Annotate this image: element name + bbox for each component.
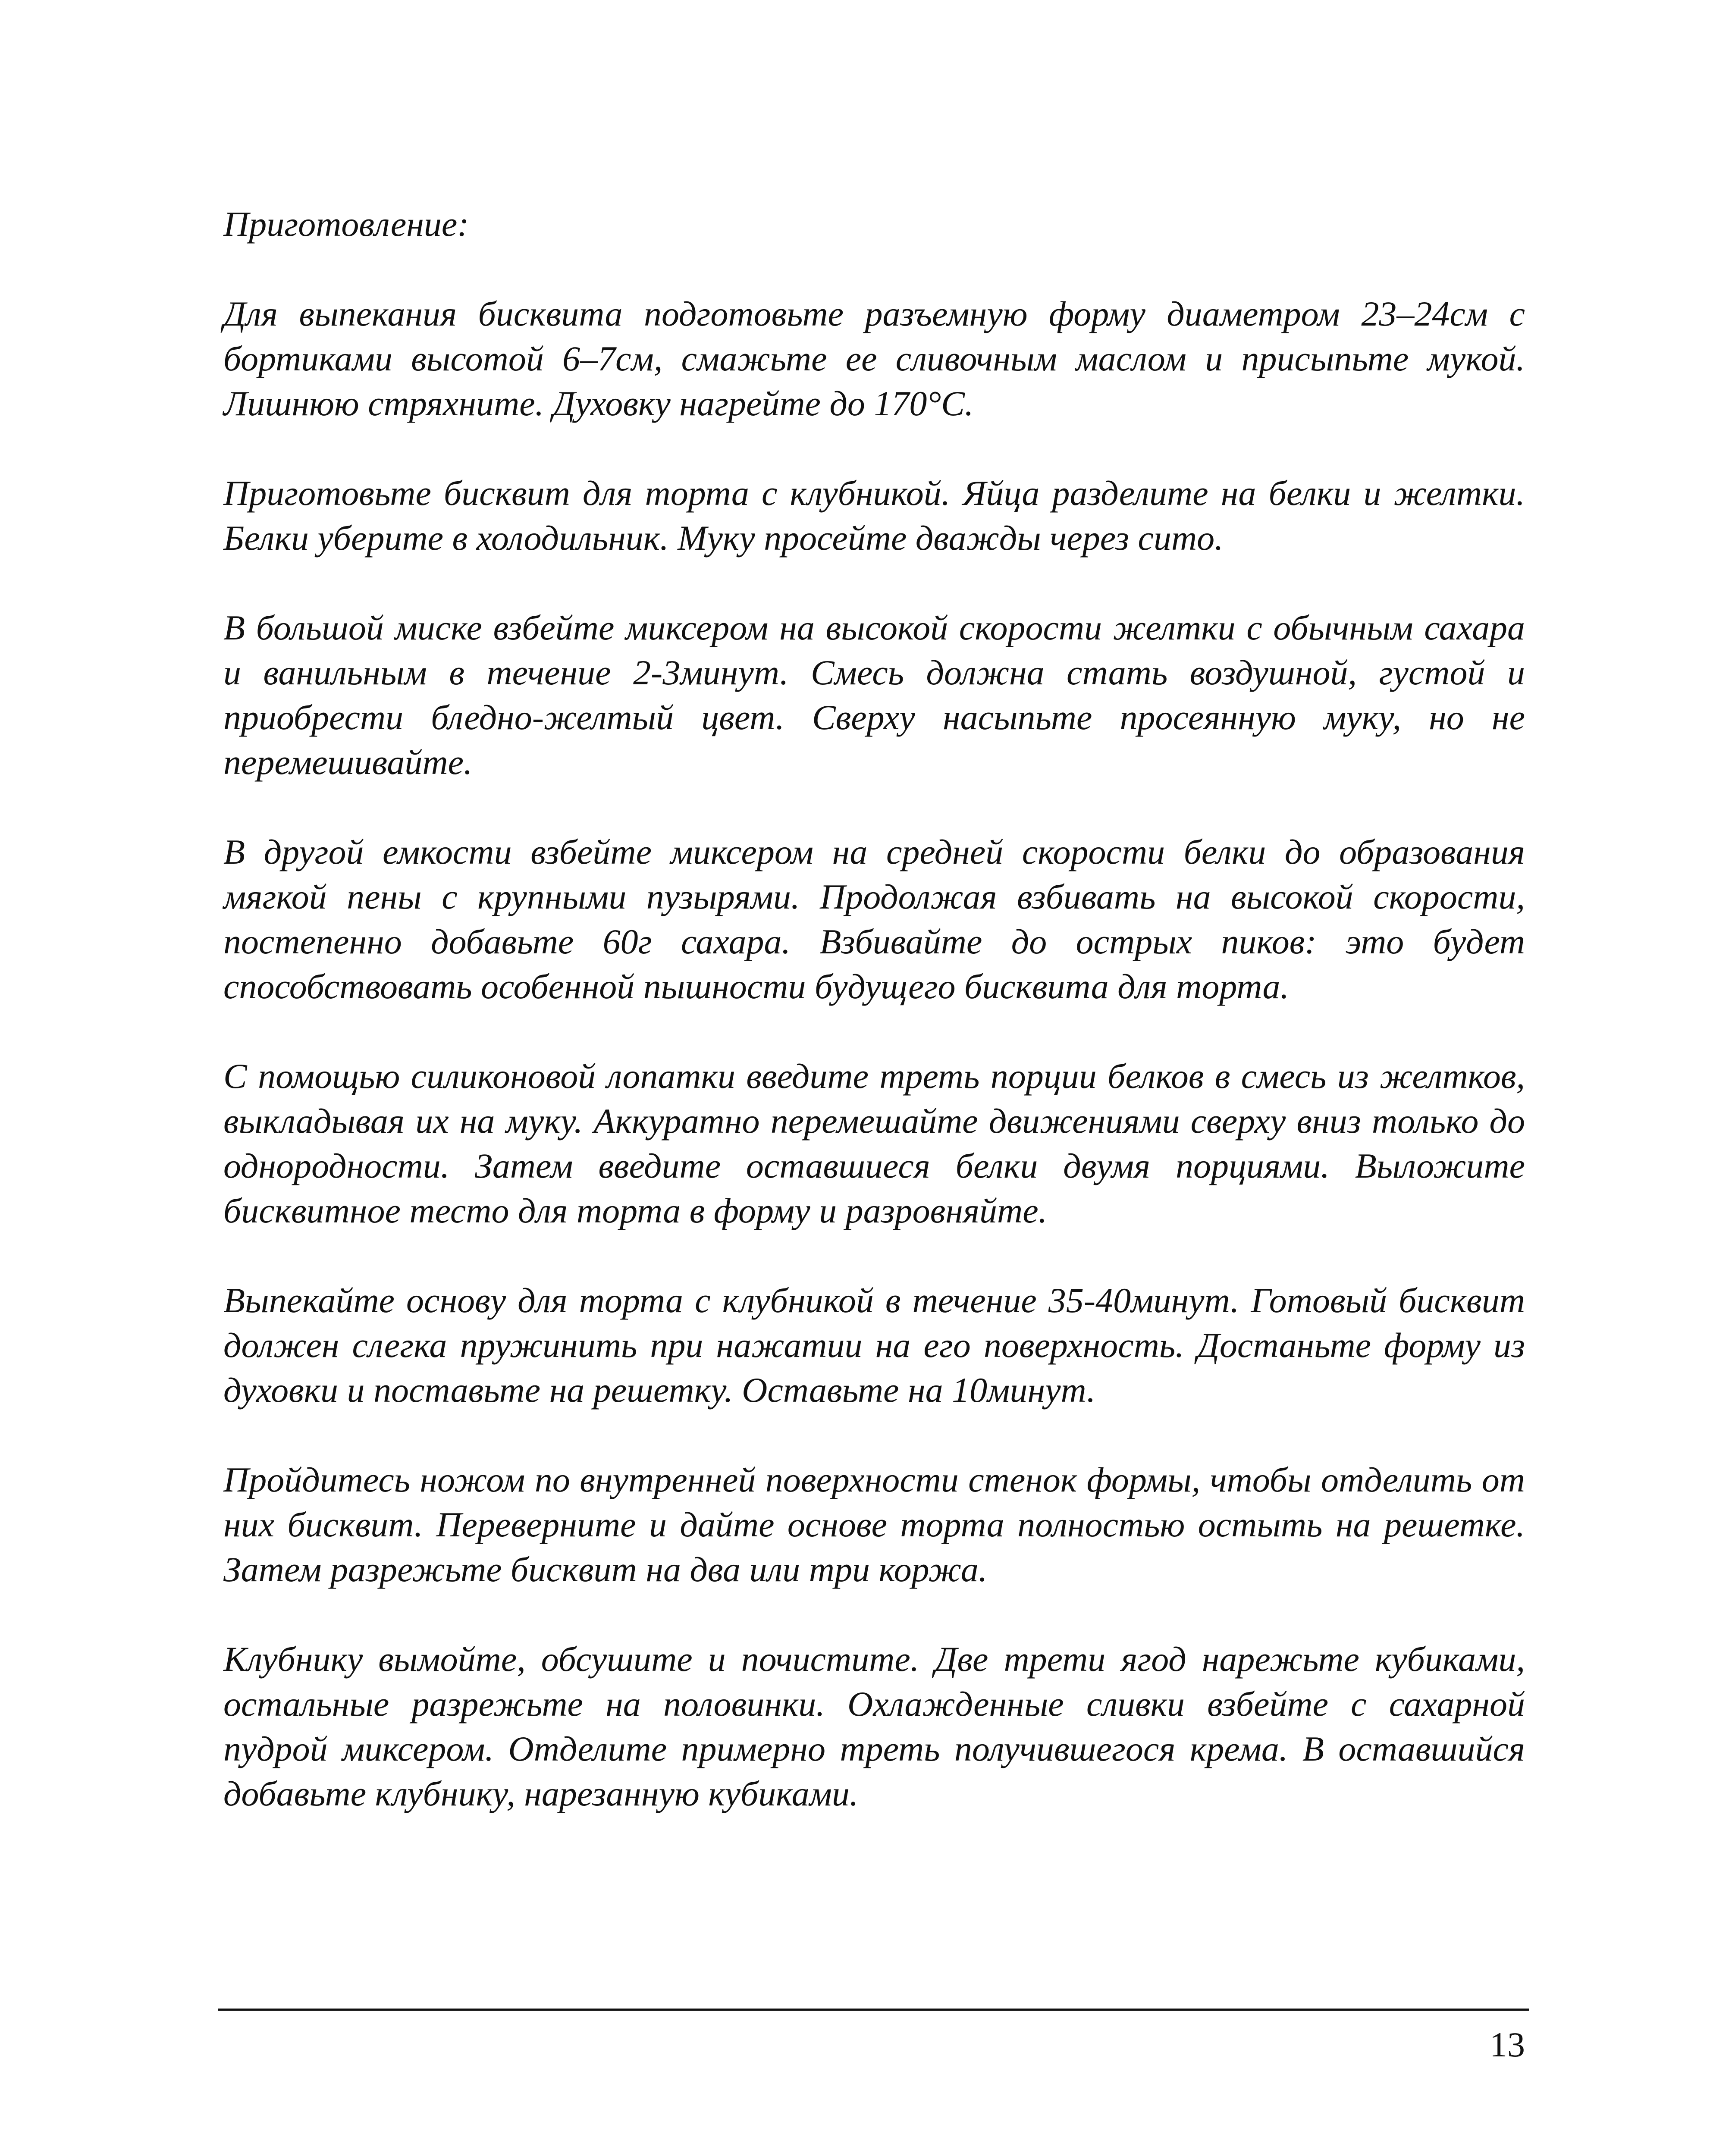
footer-divider [218, 2009, 1529, 2011]
paragraph-8: Клубнику вымойте, обсушите и почистите. Две трети ягод нарежьте кубиками, остальные разрежьте на половинки. Охлажденные сливки взбейте с сахарной пудрой миксером. Отделите примерно треть получившегося крема. В оставшийся добавьте клубнику, нарезанную кубиками. [223, 1639, 1525, 1813]
paragraph-4: В другой емкости взбейте миксером на средней скорости белки до образования мягкой пены с крупными пузырями. Продолжая взбивать на высокой скорости, постепенно добавьте 60г сахара. Взбивайте до острых пиков: это будет способствовать особенной пышности будущего бисквита для торта. [223, 832, 1525, 1006]
paragraph-5: С помощью силиконовой лопатки введите треть порции белков в смесь из желтков, выкладывая их на муку. Аккуратно перемешайте движениями сверху вниз только до однородности. Затем введите оставшиеся белки двумя порциями. Выложите бисквитное тесто для торта в форму и разровняйте. [223, 1056, 1525, 1230]
page-number: 13 [1490, 2025, 1525, 2064]
paragraph-2: Приготовьте бисквит для торта с клубникой. Яйца разделите на белки и желтки. Белки уберите в холодильник. Муку просейте дважды через сито. [223, 473, 1525, 558]
paragraph-1: Для выпекания бисквита подготовьте разъемную форму диаметром 23–24см с бортиками высотой 6–7см, смажьте ее сливочным маслом и присыпьте мукой. Лишнюю стряхните. Духовку нагрейте до 170°С. [223, 294, 1525, 423]
paragraph-7: Пройдитесь ножом по внутренней поверхности стенок формы, чтобы отделить от них бисквит. Переверните и дайте основе торта полностью остыть на решетке. Затем разрежьте бисквит на два или три коржа. [223, 1460, 1525, 1589]
paragraph-3: В большой миске взбейте миксером на высокой скорости желтки с обычным сахара и ванильным в течение 2-3минут. Смесь должна стать воздушной, густой и приобрести бледно-желтый цвет. Сверху насыпьте просеянную муку, но не перемешивайте. [223, 608, 1525, 782]
section-heading: Приготовление: [223, 204, 469, 244]
page-body [223, 202, 1525, 1861]
paragraph-6: Выпекайте основу для торта с клубникой в течение 35-40минут. Готовый бисквит должен слегка пружинить при нажатии на его поверхность. Достаньте форму из духовки и поставьте на решетку. Оставьте на 10минут. [223, 1281, 1525, 1410]
